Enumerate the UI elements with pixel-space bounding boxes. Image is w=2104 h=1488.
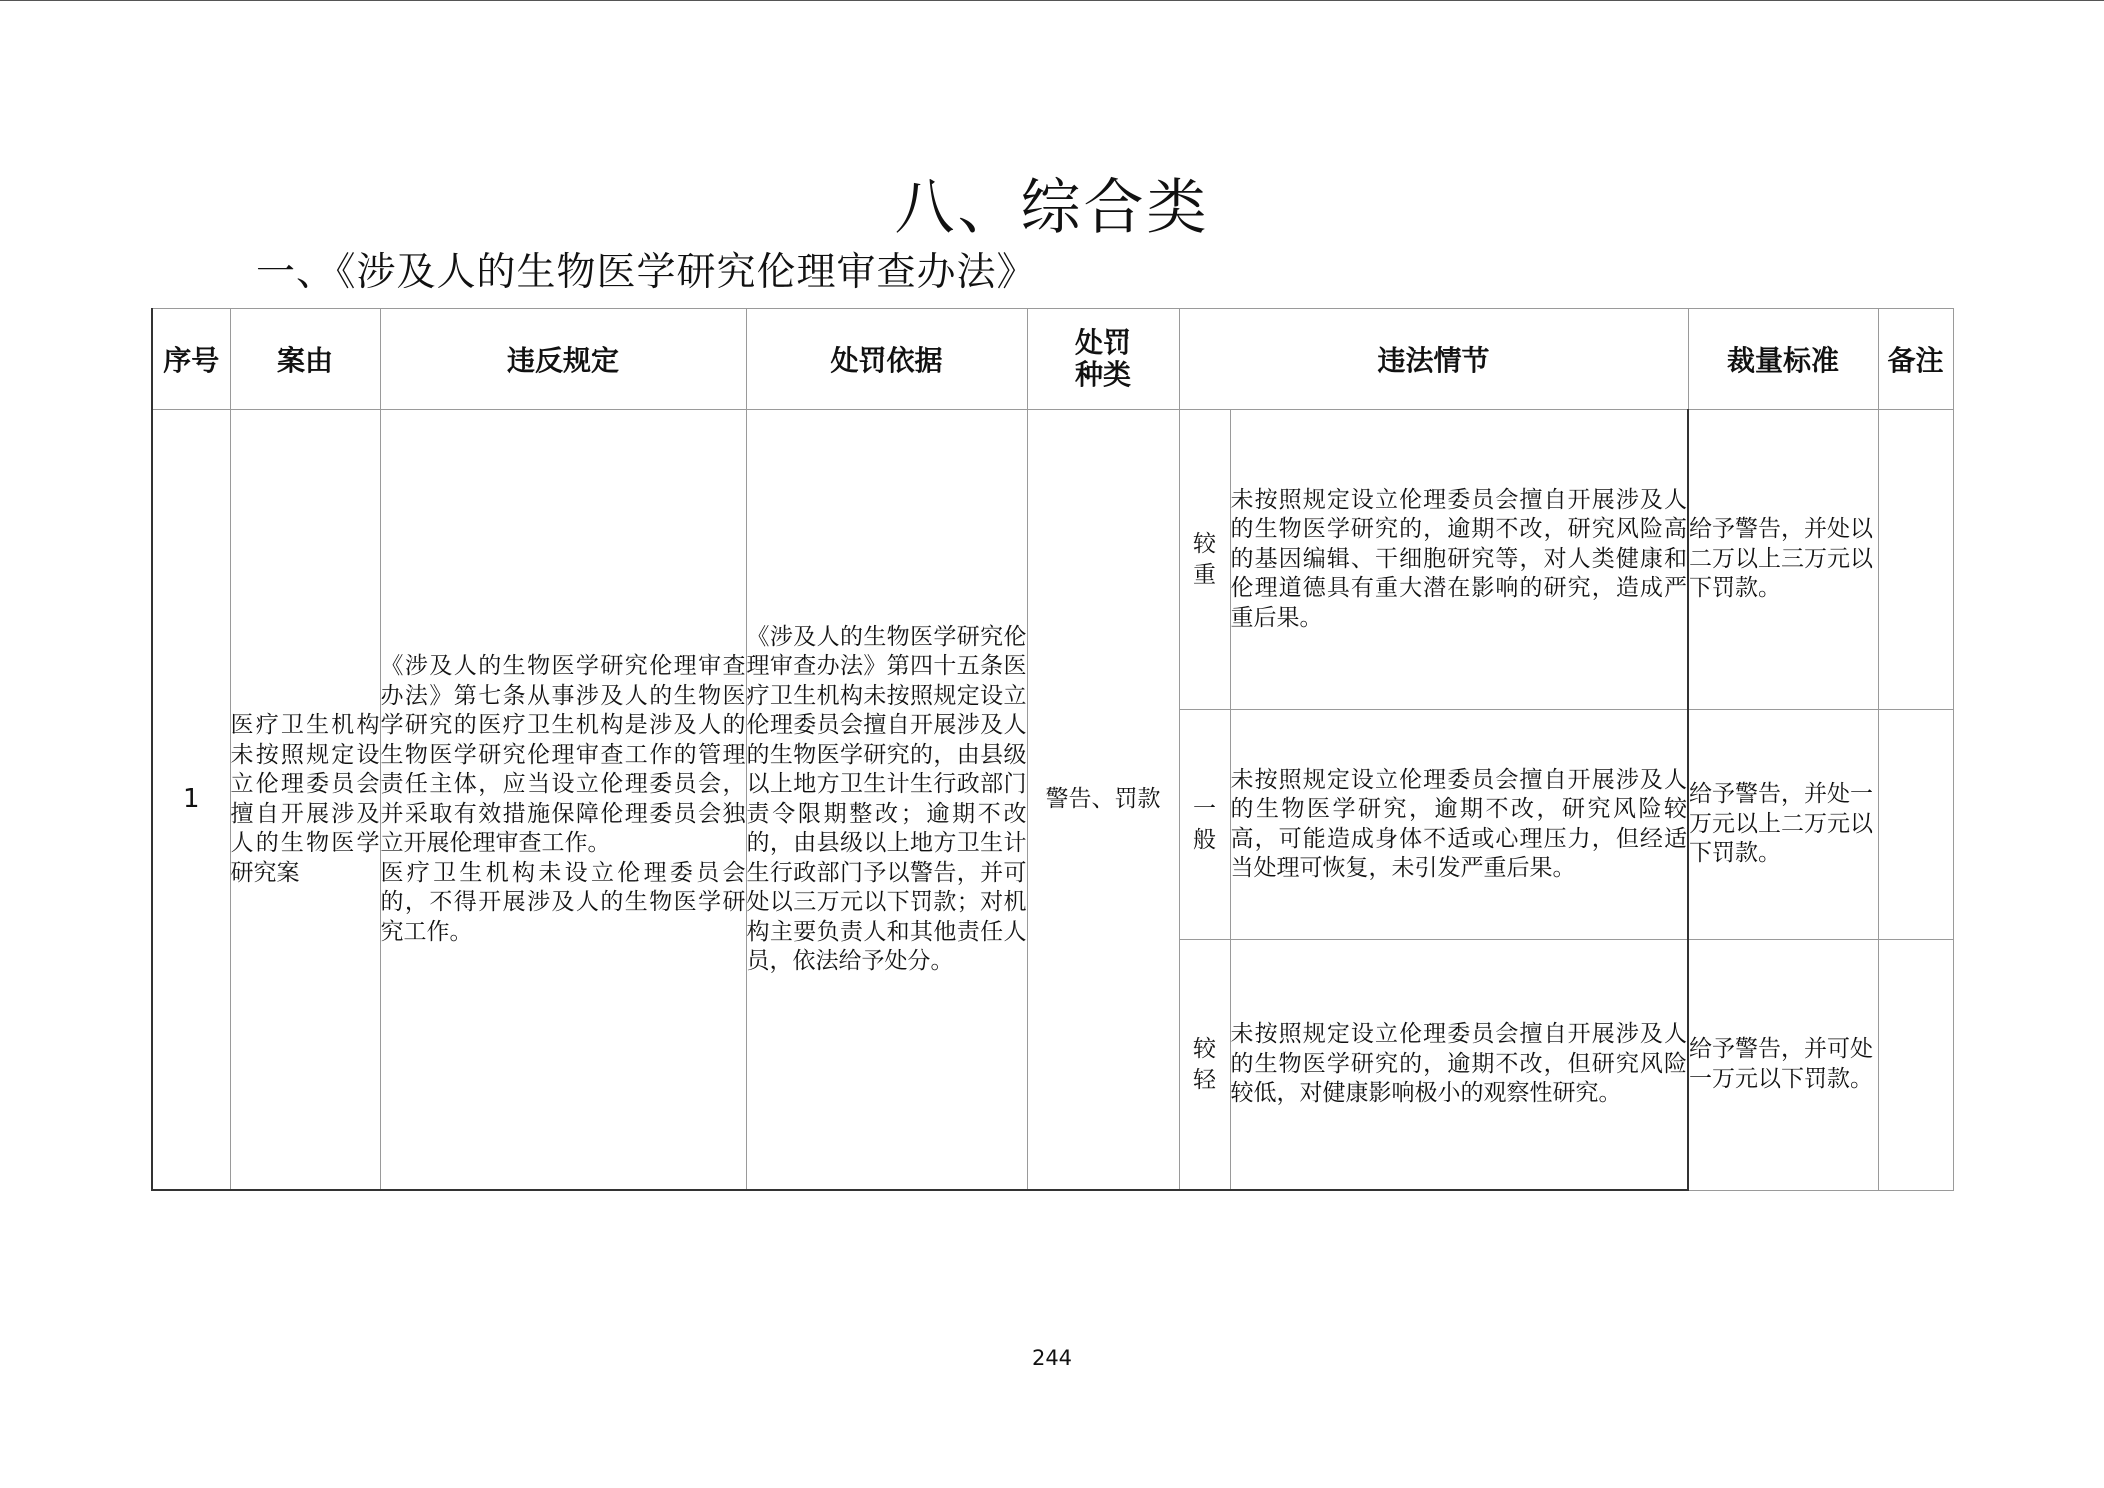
penalty-standard-table <box>151 308 1954 1191</box>
cell-standard-general: 给予警告，并处一万元以上二万元以下罚款。 <box>1688 710 1878 940</box>
header-circumstances: 违法情节 <box>1179 309 1688 410</box>
cell-standard-minor: 给予警告，并可处一万元以下罚款。 <box>1688 940 1878 1191</box>
cell-penalty-basis: 《涉及人的生物医学研究伦理审查办法》第四十五条医疗卫生机构未按照规定设立伦理委员会擅自开展涉及人的生物医学研究的，由县级以上地方卫生计生行政部门责令限期整改；逾期不改的，由县级以上地方卫生计生行政部门予以警告，并可处以三万元以下罚款；对机构主要负责人和其他责任人员，依法给予处分。 <box>746 410 1027 1191</box>
table-row <box>152 410 1953 710</box>
header-remarks: 备注 <box>1878 309 1953 410</box>
level-severe-label: 较重 <box>1193 530 1216 588</box>
header-penalty-type-line1: 处罚 <box>1074 326 1131 359</box>
header-penalty-type-line2: 种类 <box>1074 358 1131 391</box>
table-header-row <box>152 309 1953 410</box>
cell-remark-severe <box>1878 410 1953 710</box>
header-penalty-type <box>1027 309 1179 410</box>
page-number: 244 <box>1031 1346 1073 1370</box>
cell-detail-general: 未按照规定设立伦理委员会擅自开展涉及人的生物医学研究，逾期不改，研究风险较高，可能造成身体不适或心理压力，但经适当处理可恢复，未引发严重后果。 <box>1230 710 1688 940</box>
level-general-label: 一般 <box>1193 795 1216 853</box>
cell-remark-general <box>1878 710 1953 940</box>
cell-standard-severe: 给予警告，并处以二万以上三万元以下罚款。 <box>1688 410 1878 710</box>
header-violated-rule: 违反规定 <box>380 309 746 410</box>
cell-case: 医疗卫生机构未按照规定设立伦理委员会擅自开展涉及人的生物医学研究案 <box>230 410 380 1191</box>
header-penalty-basis: 处罚依据 <box>746 309 1027 410</box>
cell-detail-severe: 未按照规定设立伦理委员会擅自开展涉及人的生物医学研究的，逾期不改，研究风险高的基因编辑、干细胞研究等，对人类健康和伦理道德具有重大潜在影响的研究，造成严重后果。 <box>1230 410 1688 710</box>
violated-rule-paragraph-1: 《涉及人的生物医学研究伦理审查办法》第七条从事涉及人的生物医学研究的医疗卫生机构是涉及人的生物医学研究伦理审查工作的管理责任主体，应当设立伦理委员会，并采取有效措施保障伦理委员会独立开展伦理审查工作。 <box>380 653 746 856</box>
header-standard: 裁量标准 <box>1688 309 1878 410</box>
cell-level-general <box>1179 710 1230 940</box>
cell-seq: 1 <box>152 410 230 1191</box>
page-title: 八、综合类 <box>894 173 1210 243</box>
cell-violated-rule <box>380 410 746 1191</box>
cell-detail-minor: 未按照规定设立伦理委员会擅自开展涉及人的生物医学研究的，逾期不改，但研究风险较低，对健康影响极小的观察性研究。 <box>1230 940 1688 1191</box>
cell-remark-minor <box>1878 940 1953 1191</box>
header-case: 案由 <box>230 309 380 410</box>
cell-level-severe <box>1179 410 1230 710</box>
section-subtitle: 一、《涉及人的生物医学研究伦理审查办法》 <box>256 250 1037 295</box>
cell-penalty-type: 警告、罚款 <box>1027 410 1179 1191</box>
header-seq: 序号 <box>152 309 230 410</box>
violated-rule-paragraph-2: 医疗卫生机构未设立伦理委员会的，不得开展涉及人的生物医学研究工作。 <box>380 859 746 945</box>
cell-level-minor <box>1179 940 1230 1191</box>
page-top-rule <box>0 0 2104 1</box>
level-minor-label: 较轻 <box>1193 1035 1216 1093</box>
